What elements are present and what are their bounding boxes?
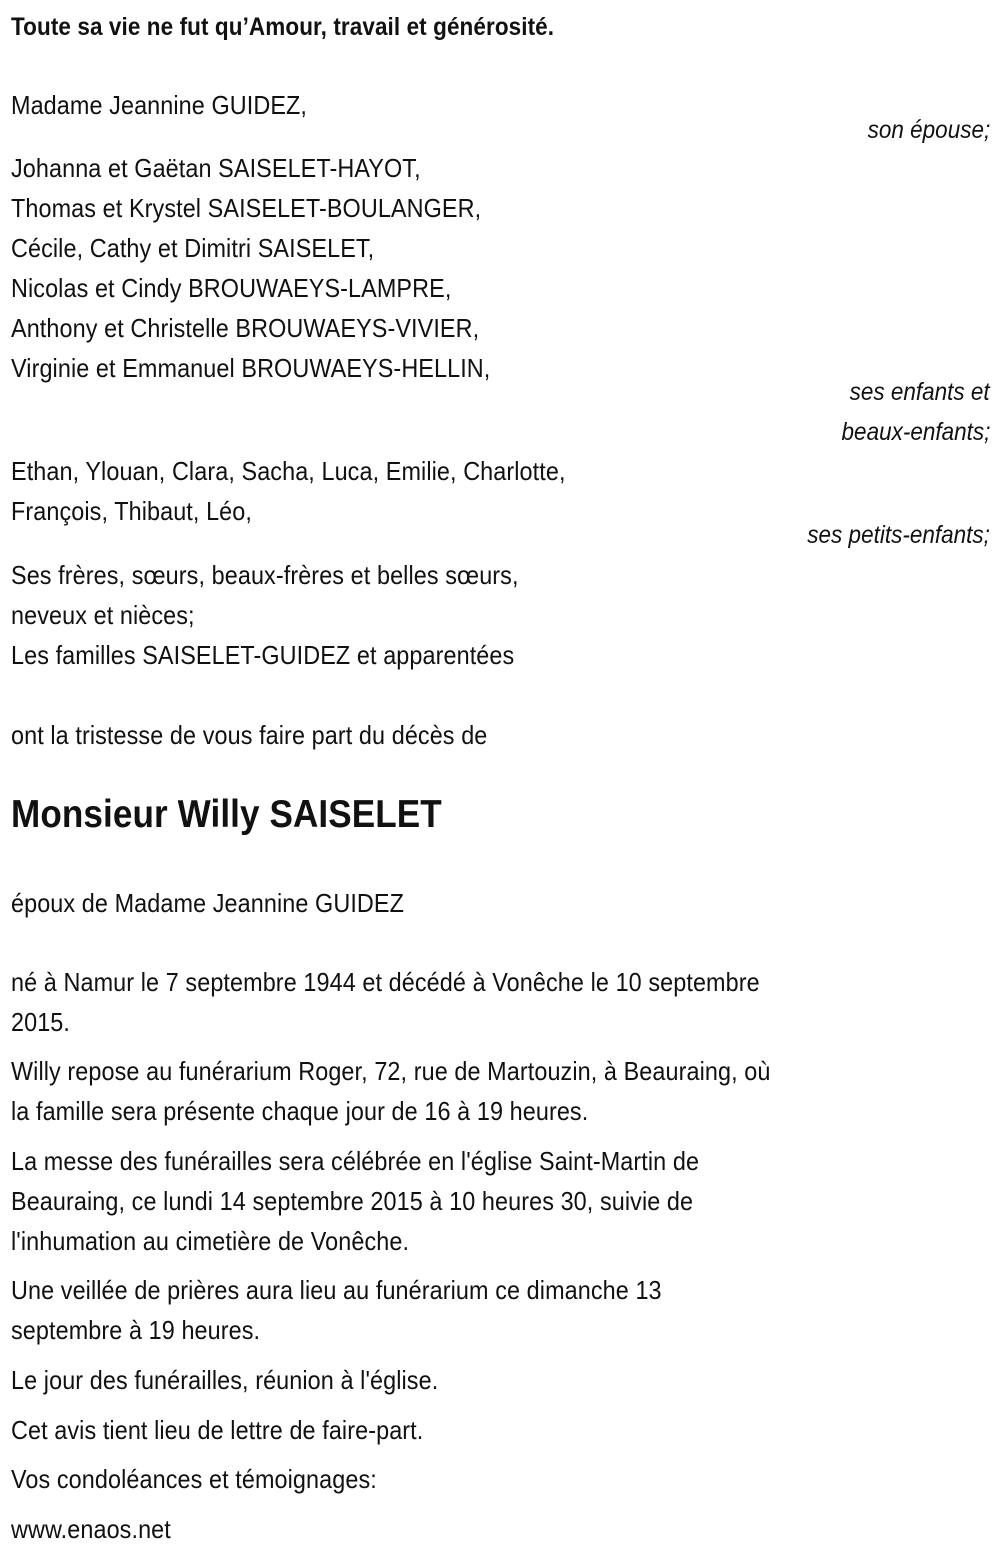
birth-death-line: 2015. bbox=[11, 1007, 71, 1037]
child-line: Thomas et Krystel SAISELET-BOULANGER, bbox=[11, 193, 482, 223]
birth-death-line: né à Namur le 7 septembre 1944 et décédé à Vonêche le 10 septembre bbox=[11, 967, 760, 997]
grandchildren-role: ses petits-enfants; bbox=[807, 521, 990, 549]
notice-line: Cet avis tient lieu de lettre de faire-part. bbox=[11, 1415, 424, 1445]
child-line: Anthony et Christelle BROUWAEYS-VIVIER, bbox=[11, 313, 480, 343]
website-link[interactable]: www.enaos.net bbox=[11, 1514, 171, 1544]
grandchildren-line: François, Thibaut, Léo, bbox=[11, 496, 252, 526]
child-line: Virginie et Emmanuel BROUWAEYS-HELLIN, bbox=[11, 353, 491, 383]
repose-line: Willy repose au funérarium Roger, 72, rue de Martouzin, à Beauraing, où bbox=[11, 1056, 771, 1086]
epitaph: Toute sa vie ne fut qu’Amour, travail et générosité. bbox=[11, 13, 555, 41]
vigil-line: Une veillée de prières aura lieu au funérarium ce dimanche 13 bbox=[11, 1275, 662, 1305]
repose-line: la famille sera présente chaque jour de 16 à 19 heures. bbox=[11, 1096, 589, 1126]
children-role-line1: ses enfants et bbox=[849, 378, 990, 406]
children-role-line2: beaux-enfants; bbox=[841, 418, 990, 446]
condolences-label: Vos condoléances et témoignages: bbox=[11, 1464, 377, 1494]
funeral-mass-line: Beauraing, ce lundi 14 septembre 2015 à 10 heures 30, suivie de bbox=[11, 1186, 694, 1216]
funeral-mass-line: l'inhumation au cimetière de Vonêche. bbox=[11, 1226, 410, 1256]
deceased-spouse-of: époux de Madame Jeannine GUIDEZ bbox=[11, 888, 405, 918]
announcement: ont la tristesse de vous faire part du décès de bbox=[11, 720, 488, 750]
relatives-line: neveux et nièces; bbox=[11, 600, 195, 630]
spouse-name: Madame Jeannine GUIDEZ, bbox=[11, 90, 308, 120]
deceased-name: Monsieur Willy SAISELET bbox=[11, 793, 442, 836]
relatives-line: Les familles SAISELET-GUIDEZ et apparentées bbox=[11, 640, 515, 670]
child-line: Johanna et Gaëtan SAISELET-HAYOT, bbox=[11, 153, 421, 183]
grandchildren-line: Ethan, Ylouan, Clara, Sacha, Luca, Emilie, Charlotte, bbox=[11, 456, 566, 486]
child-line: Cécile, Cathy et Dimitri SAISELET, bbox=[11, 233, 375, 263]
child-line: Nicolas et Cindy BROUWAEYS-LAMPRE, bbox=[11, 273, 452, 303]
spouse-role: son épouse; bbox=[867, 116, 990, 144]
relatives-line: Ses frères, sœurs, beaux-frères et belles sœurs, bbox=[11, 560, 519, 590]
funeral-mass-line: La messe des funérailles sera célébrée en l'église Saint-Martin de bbox=[11, 1146, 700, 1176]
vigil-line: septembre à 19 heures. bbox=[11, 1315, 261, 1345]
meeting-line: Le jour des funérailles, réunion à l'église. bbox=[11, 1365, 439, 1395]
